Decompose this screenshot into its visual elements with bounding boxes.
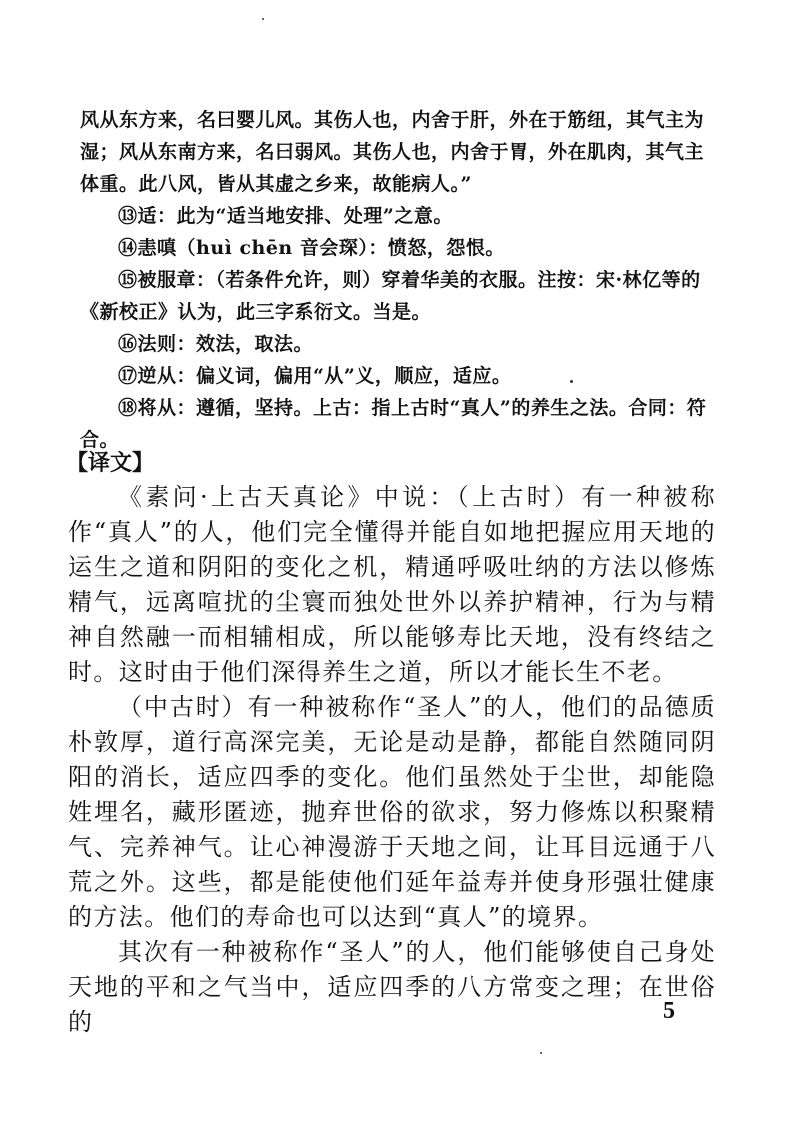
scan-speck	[540, 1052, 542, 1054]
annotation-notes	[80, 104, 720, 456]
translation-paragraph: 《素问·上古天真论》中说：（上古时）有一种被称作“真人”的人，他们完全懂得并能自如地把握应用天地的运生之道和阴阳的变化之机，精通呼吸吐纳的方法以修炼精气，远离喧扰的尘寰而独处世外以养护精神，行为与精神自然融一而相辅相成，所以能够寿比天地，没有终结之时。这时由于他们深得养生之道，所以才能长生不老。	[68, 483, 716, 686]
note-18: ⑱将从：遵循，坚持。上古：指上古时“真人”的养生之法。合同：符合。	[80, 397, 707, 451]
note-continuation: 风从东方来，名曰婴儿风。其伤人也，内舍于肝，外在于筋纽，其气主为湿；风从东南方来，名曰弱风。其伤人也，内舍于胃，外在肌肉，其气主体重。此八风，皆从其虚之乡来，故能病人。”	[80, 109, 705, 195]
note-17: ⑰逆从：偏义词，偏用“从”义，顺应，适应。	[118, 365, 512, 387]
note-16: ⑯法则：效法，取法。	[118, 333, 314, 355]
scan-speck	[262, 18, 264, 20]
translation-paragraph: （中古时）有一种被称作“圣人”的人，他们的品德质朴敦厚，道行高深完美，无论是动是静，都能自然随同阴阳的消长，适应四季的变化。他们虽然处于尘世，却能隐姓埋名，藏形匿迹，抛弃世俗的欲求，努力修炼以积聚精气、完养神气。让心神漫游于天地之间，让耳目远通于八荒之外。这些，都是能使他们延年益寿并使身形强壮健康的方法。他们的寿命也可以达到“真人”的境界。	[68, 693, 716, 931]
note-13: ⑬适：此为“适当地安排、处理”之意。	[118, 205, 453, 227]
translation-paragraph: 其次有一种被称作“圣人”的人，他们能够使自己身处天地的平和之气当中，适应四季的八方常变之理；在世俗的	[68, 938, 716, 1036]
note-15: ⑮被服章：（若条件允许，则）穿着华美的衣服。注按：宋·林亿等的《新校正》认为，此三字系衍文。当是。	[80, 269, 701, 323]
section-title-translation: 【译文】	[66, 450, 155, 476]
note-14: ⑭恚嗔（huì chēn 音会琛）：愤怒，怨恨。	[118, 237, 505, 259]
scan-speck	[570, 380, 573, 383]
translation-body	[68, 480, 716, 1040]
page-number: 5	[663, 998, 675, 1024]
